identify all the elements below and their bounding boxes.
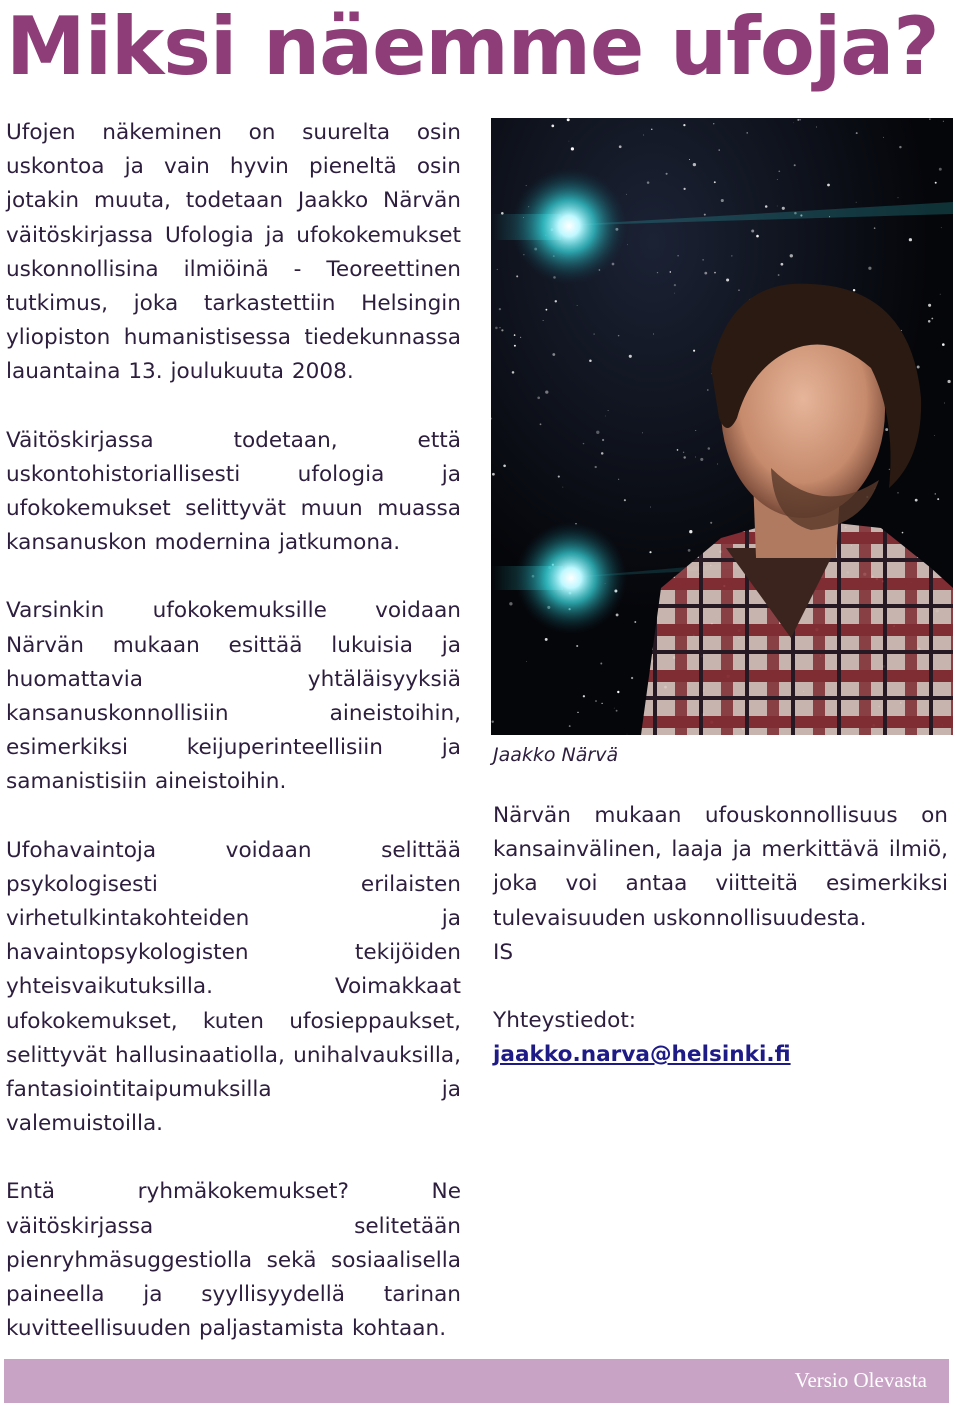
star bbox=[704, 214, 706, 216]
star bbox=[576, 645, 578, 647]
star bbox=[947, 380, 950, 383]
star bbox=[899, 146, 901, 148]
star bbox=[568, 141, 569, 142]
star bbox=[674, 293, 675, 294]
star bbox=[577, 305, 578, 306]
star bbox=[765, 205, 768, 208]
star bbox=[602, 439, 604, 441]
star bbox=[683, 456, 685, 458]
star bbox=[617, 691, 619, 693]
star bbox=[782, 207, 785, 210]
star bbox=[545, 390, 548, 393]
star bbox=[778, 170, 780, 172]
page-title: Miksi näemme ufoja? bbox=[6, 0, 939, 93]
star bbox=[708, 447, 711, 450]
star bbox=[492, 473, 495, 476]
star bbox=[677, 255, 679, 257]
star bbox=[589, 360, 592, 363]
paragraph-folklore: Varsinkin ufokokemuksille voidaan Närvän mukaan esittää lukuisia ja huomattavia yhtäläisyyksiä kansanuskonnollisiin aineistoihin, esimerkiksi keijuperinteellisiin ja samanistisiin aineistoihin. bbox=[6, 598, 461, 795]
star bbox=[571, 147, 574, 150]
star bbox=[583, 695, 585, 697]
star bbox=[670, 271, 671, 272]
star bbox=[649, 551, 651, 553]
star bbox=[778, 274, 780, 276]
star bbox=[674, 284, 676, 286]
star bbox=[627, 734, 628, 735]
star bbox=[616, 613, 619, 616]
star bbox=[651, 129, 652, 130]
star bbox=[777, 179, 778, 180]
footer-bar bbox=[4, 1359, 949, 1403]
star bbox=[595, 700, 597, 702]
star bbox=[537, 396, 540, 399]
star bbox=[935, 182, 937, 184]
star bbox=[934, 435, 935, 436]
star bbox=[856, 132, 858, 134]
star bbox=[710, 522, 712, 524]
star bbox=[653, 334, 654, 335]
star bbox=[856, 202, 857, 203]
star bbox=[816, 127, 817, 128]
author-signature: IS bbox=[493, 939, 514, 965]
star bbox=[634, 621, 636, 623]
star bbox=[827, 184, 830, 187]
star bbox=[714, 272, 716, 274]
star bbox=[503, 465, 506, 468]
star bbox=[885, 428, 888, 431]
star bbox=[601, 703, 602, 704]
paragraph-psychology: Ufohavaintoja voidaan selittää psykologisesti erilaisten virhetulkintakohteiden ja havaintopsykologisten tekijöiden yhteisvaikutuksilla. Voimakkaat ufokokemukset, kuten ufosieppaukset, selittyvät hallusinaatiolla, unihalvauksilla, fantasiointitaipumuksilla ja valemuistoilla. bbox=[6, 837, 461, 1137]
star bbox=[688, 549, 691, 552]
star bbox=[545, 638, 548, 641]
star bbox=[595, 466, 597, 468]
star bbox=[928, 320, 931, 323]
star bbox=[719, 149, 720, 150]
contact-label: Yhteystiedot: bbox=[493, 1008, 637, 1034]
star bbox=[618, 335, 620, 337]
star bbox=[751, 230, 754, 233]
footer-text: Versio Olevasta bbox=[794, 1368, 927, 1392]
star bbox=[928, 304, 931, 307]
star bbox=[643, 135, 644, 136]
star bbox=[874, 227, 876, 229]
star bbox=[520, 337, 521, 338]
star bbox=[551, 125, 554, 128]
star bbox=[608, 410, 609, 411]
star bbox=[540, 423, 542, 425]
star bbox=[626, 194, 627, 195]
star bbox=[726, 278, 729, 281]
star bbox=[497, 269, 498, 270]
star bbox=[797, 119, 799, 121]
right-column bbox=[493, 799, 948, 1072]
star bbox=[793, 122, 794, 123]
star bbox=[558, 476, 560, 478]
star bbox=[898, 197, 899, 198]
author-photo bbox=[491, 118, 953, 735]
star bbox=[942, 343, 945, 346]
star bbox=[583, 443, 584, 444]
star bbox=[562, 487, 563, 488]
star bbox=[756, 235, 759, 238]
star bbox=[702, 259, 703, 260]
star bbox=[683, 124, 685, 126]
photo-caption: Jaakko Närvä bbox=[493, 744, 619, 766]
star bbox=[898, 492, 899, 493]
star bbox=[915, 499, 918, 502]
star bbox=[794, 164, 796, 166]
star bbox=[868, 267, 871, 270]
star bbox=[700, 458, 703, 461]
star bbox=[940, 294, 941, 295]
star bbox=[731, 255, 732, 256]
star bbox=[624, 499, 626, 501]
star bbox=[695, 430, 696, 431]
star bbox=[647, 181, 650, 184]
star bbox=[738, 289, 740, 291]
star bbox=[937, 498, 939, 500]
star bbox=[666, 173, 668, 175]
star bbox=[693, 350, 695, 352]
star bbox=[618, 479, 619, 480]
star bbox=[514, 334, 516, 336]
paragraph-group-experiences: Entä ryhmäkokemukset? Ne väitöskirjassa selitetään pienryhmäsuggestiolla sekä sosiaalisella paineella ja syyllisyydellä tarinan kuvitteellisuuden paljastamista kohtaan. bbox=[6, 1179, 461, 1342]
star bbox=[939, 168, 942, 171]
star bbox=[693, 163, 696, 166]
star bbox=[781, 263, 784, 266]
star bbox=[605, 416, 606, 417]
star bbox=[883, 137, 884, 138]
star bbox=[614, 708, 615, 709]
star bbox=[944, 403, 945, 404]
star bbox=[917, 366, 920, 369]
star bbox=[717, 464, 718, 465]
star bbox=[619, 145, 622, 148]
article-body bbox=[6, 116, 461, 1381]
star bbox=[721, 199, 724, 202]
star bbox=[746, 132, 748, 134]
star bbox=[546, 309, 548, 311]
star bbox=[512, 371, 515, 374]
star bbox=[501, 329, 503, 331]
star bbox=[616, 710, 618, 712]
star bbox=[800, 119, 801, 120]
star bbox=[941, 227, 942, 228]
star bbox=[594, 334, 595, 335]
star bbox=[577, 712, 578, 713]
star bbox=[600, 663, 602, 665]
star bbox=[627, 244, 628, 245]
paragraph-conclusion: Närvän mukaan ufouskonnollisuus on kansainvälinen, laaja ja merkittävä ilmiö, joka voi antaa viitteitä esimerkiksi tulevaisuuden uskonnollisuudesta. bbox=[493, 803, 948, 931]
star bbox=[555, 300, 557, 302]
star bbox=[552, 353, 555, 356]
star bbox=[707, 389, 709, 391]
light-orb-top bbox=[511, 168, 627, 284]
paragraph-history: Väitöskirjassa todetaan, että uskontohistoriallisesti ufologia ja ufokokemukset selittyvät muun muassa kansanuskon modernina jatkumona. bbox=[6, 427, 461, 556]
star bbox=[567, 118, 570, 121]
star bbox=[499, 308, 501, 310]
star bbox=[516, 275, 518, 277]
star bbox=[601, 452, 604, 455]
star bbox=[689, 530, 692, 533]
paragraph-intro: Ufojen näkeminen on suurelta osin uskontoa ja vain hyvin pieneltä osin jotakin muuta, todetaan Jaakko Närvän väitöskirjassa Ufologia ja ufokokemukset uskonnollisina ilmiöinä - Teoreettinen tutkimus, joka tarkastettiin Helsingin yliopiston humanistisessa tiedekunnassa lauantaina 13. joulukuuta 2008. bbox=[6, 120, 461, 385]
star bbox=[492, 721, 494, 723]
star bbox=[683, 188, 685, 190]
star bbox=[631, 677, 633, 679]
star bbox=[713, 123, 714, 124]
star bbox=[943, 121, 944, 122]
star bbox=[695, 457, 696, 458]
star bbox=[902, 532, 904, 534]
light-orb-bottom bbox=[515, 522, 627, 634]
star bbox=[683, 452, 684, 453]
contact-email-link[interactable]: jaakko.narva@helsinki.fi bbox=[493, 1042, 791, 1068]
star bbox=[929, 118, 930, 119]
star bbox=[514, 345, 516, 347]
star bbox=[689, 159, 690, 160]
starfield-portrait-image bbox=[491, 118, 953, 735]
star bbox=[909, 238, 912, 241]
star bbox=[500, 327, 501, 328]
star bbox=[642, 432, 643, 433]
star bbox=[509, 602, 512, 605]
star bbox=[543, 320, 544, 321]
star bbox=[677, 449, 679, 451]
star bbox=[657, 272, 658, 273]
star bbox=[790, 254, 793, 257]
star bbox=[931, 318, 933, 320]
star bbox=[526, 185, 527, 186]
star bbox=[714, 181, 716, 183]
star bbox=[777, 206, 778, 207]
star bbox=[704, 272, 707, 275]
star bbox=[889, 469, 890, 470]
star bbox=[495, 327, 498, 330]
star bbox=[853, 289, 855, 291]
star bbox=[650, 507, 651, 508]
star bbox=[629, 355, 632, 358]
star bbox=[935, 493, 937, 495]
star bbox=[526, 661, 527, 662]
star bbox=[569, 725, 571, 727]
star bbox=[596, 431, 599, 434]
